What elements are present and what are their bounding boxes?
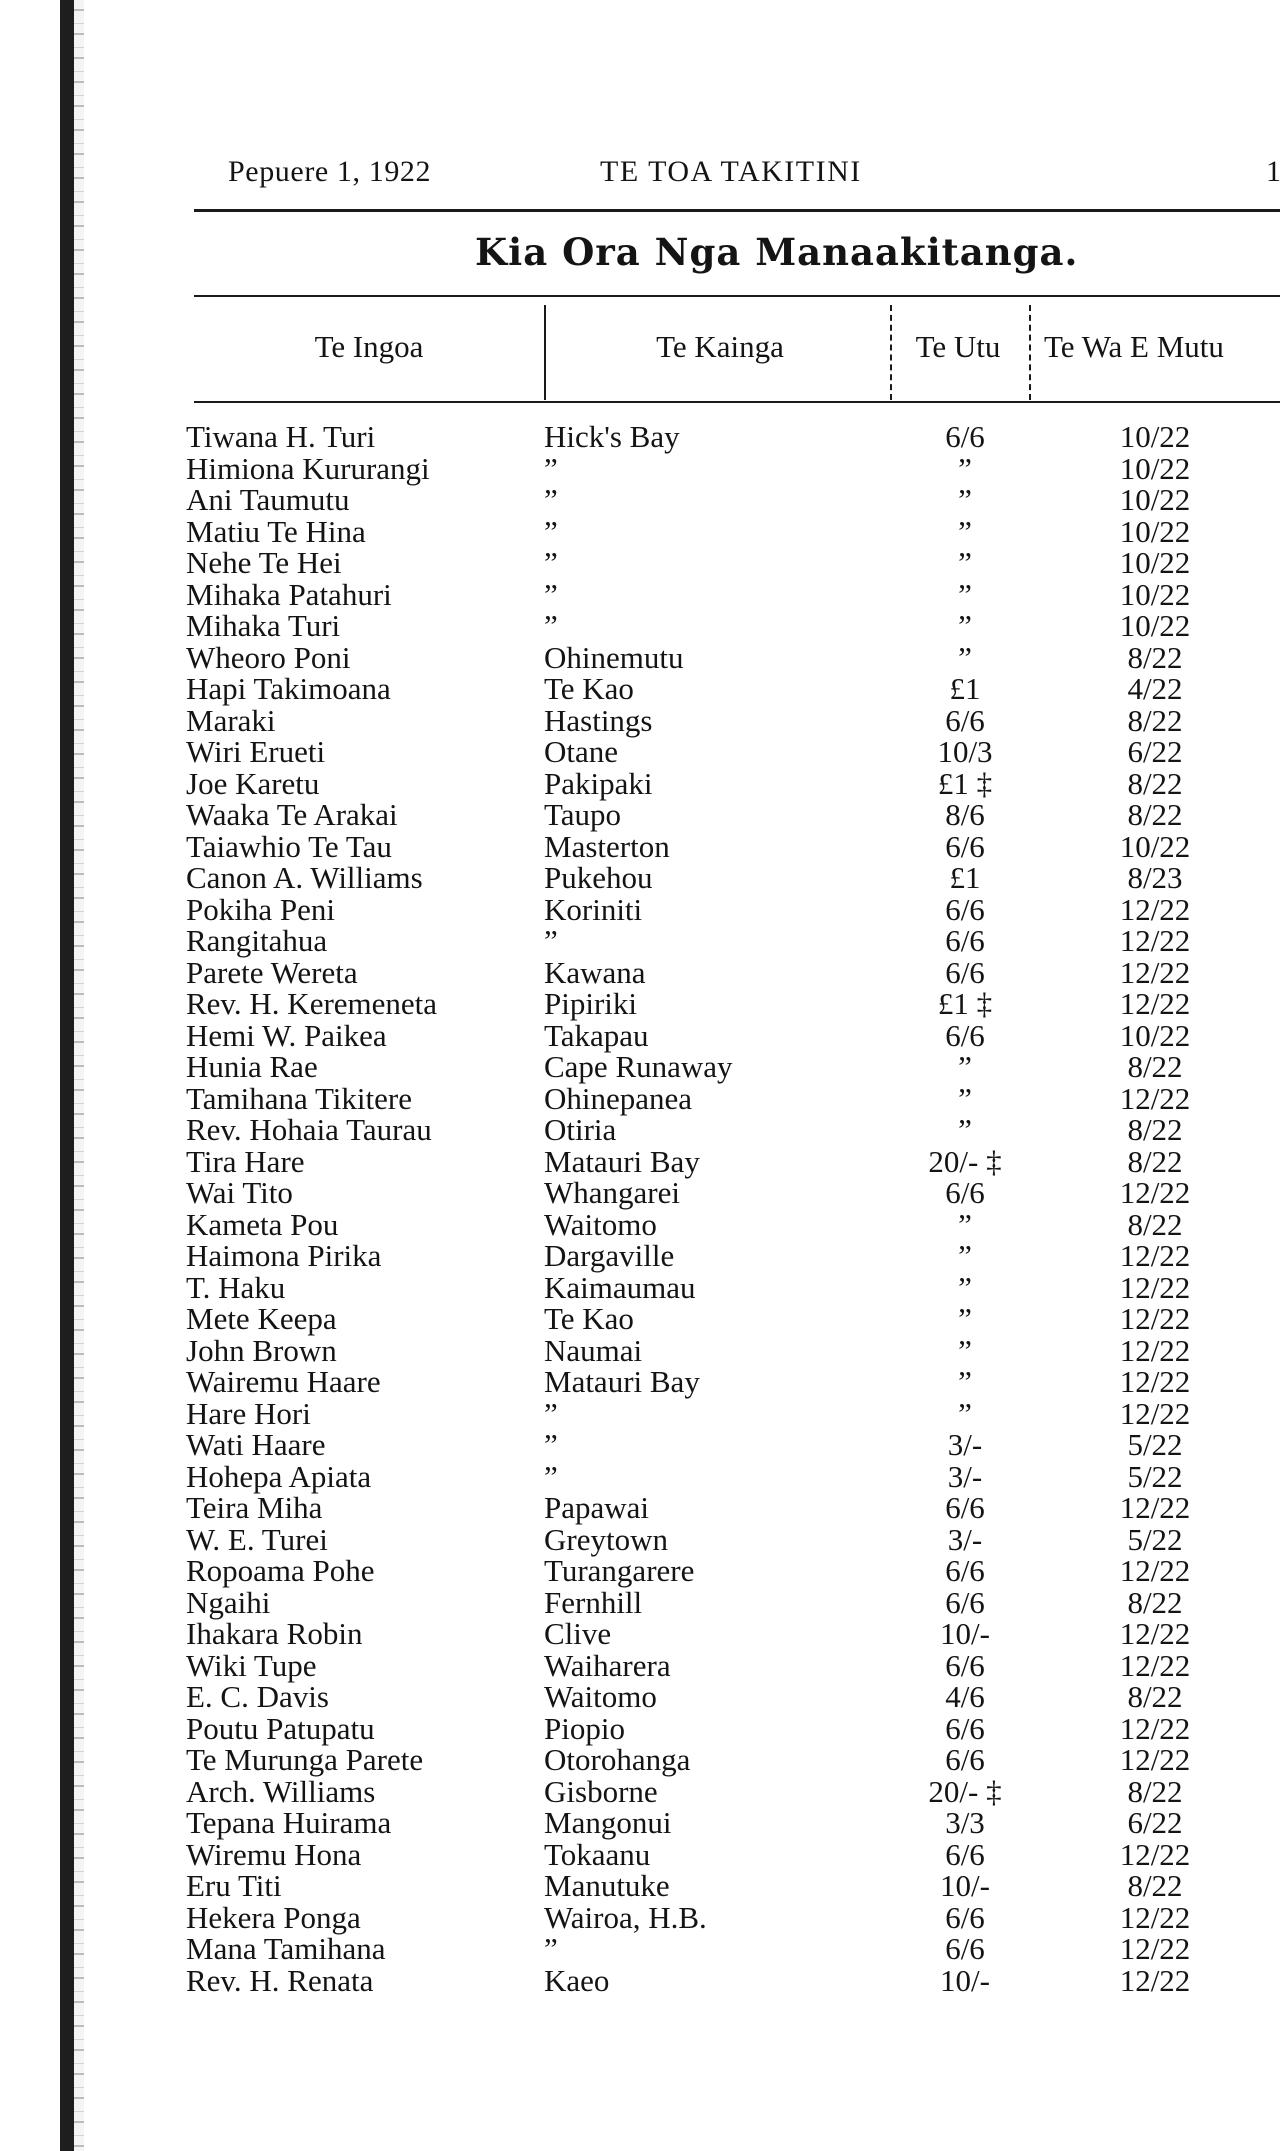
subscriber-name: Rev. Hohaia Taurau: [186, 1112, 432, 1147]
payment-amount: 3/3: [945, 1805, 985, 1840]
payment-amount: 6/6: [945, 891, 985, 927]
subscriber-name: Mete Keepa: [186, 1301, 337, 1336]
subscriber-name: Tamihana Tikitere: [186, 1080, 412, 1116]
subscriber-place: Naumai: [544, 1332, 643, 1368]
table-row: [0, 862, 1280, 894]
table-row: [0, 673, 1280, 705]
subscriber-name: Hemi W. Paikea: [186, 1017, 387, 1053]
subscriber-name: Rev. H. Keremeneta: [186, 986, 438, 1021]
subscriber-place: Taupo: [544, 797, 622, 832]
subscriber-name: Canon A. Williams: [186, 860, 423, 895]
subscriber-name: Te Murunga Parete: [186, 1742, 424, 1777]
table-row: [0, 1681, 1280, 1713]
subscriber-place: Mangonui: [544, 1805, 672, 1840]
subscriber-name: Eru Titi: [186, 1868, 282, 1903]
subscriber-name: Joe Karetu: [186, 765, 320, 801]
expiry-date: 10/22: [1119, 450, 1191, 486]
table-row: [0, 1647, 1280, 1683]
payment-amount: £1: [949, 860, 981, 895]
subscriber-place: Kawana: [544, 954, 646, 990]
expiry-date: 12/22: [1119, 1647, 1191, 1683]
expiry-date: 8/22: [1127, 1868, 1183, 1903]
subscriber-place: Clive: [544, 1616, 612, 1651]
subscriber-name: E. C. Davis: [186, 1679, 329, 1714]
expiry-date: 12/22: [1119, 1238, 1191, 1273]
payment-amount: ”: [958, 1049, 972, 1084]
subscriber-name: Pokiha Peni: [186, 891, 335, 927]
subscriber-place: Waitomo: [544, 1679, 657, 1714]
subscriber-name: Mihaka Patahuri: [186, 576, 392, 612]
expiry-date: 8/22: [1127, 639, 1183, 675]
expiry-date: 12/22: [1119, 1899, 1191, 1935]
subscriber-place: Koriniti: [544, 891, 643, 927]
subscriber-name: Ihakara Robin: [186, 1616, 363, 1651]
subscriber-name: Nehe Te Hei: [186, 545, 342, 580]
table-row: [0, 576, 1280, 612]
subscriber-place: Kaimaumau: [544, 1269, 696, 1305]
subscriber-place: Otorohanga: [544, 1742, 691, 1777]
subscriber-place: Te Kao: [544, 671, 634, 706]
expiry-date: 10/22: [1119, 1017, 1191, 1053]
column-divider: [1029, 305, 1031, 400]
subscriber-place: ”: [544, 923, 558, 958]
payment-amount: 3/-: [947, 1521, 983, 1557]
subscriber-name: Ropoama Pohe: [186, 1553, 375, 1588]
expiry-date: 12/22: [1119, 954, 1191, 990]
subscriber-name: Ngaihi: [186, 1584, 271, 1620]
subscriber-place: ”: [544, 450, 558, 486]
column-header-expiry: Te Wa E Mutu: [1044, 329, 1224, 364]
payment-amount: 6/6: [945, 1899, 985, 1935]
table-row: [0, 1773, 1280, 1809]
payment-amount: ”: [958, 513, 972, 549]
payment-amount: 10/-: [940, 1616, 990, 1651]
table-row: [0, 1870, 1280, 1902]
subscriber-place: Kaeo: [544, 1962, 610, 1998]
subscriber-place: Ohinemutu: [544, 639, 684, 675]
expiry-date: 12/22: [1119, 1395, 1191, 1431]
subscriber-place: Otiria: [544, 1112, 617, 1147]
table-row: [0, 736, 1280, 768]
payment-amount: 6/6: [945, 1742, 985, 1777]
subscriber-place: Takapau: [544, 1017, 649, 1053]
header-title: TE TOA TAKITINI: [600, 155, 862, 188]
expiry-date: 10/22: [1119, 545, 1191, 580]
expiry-date: 12/22: [1119, 891, 1191, 927]
table-row: [0, 1618, 1280, 1650]
subscriber-name: Arch. Williams: [186, 1773, 376, 1809]
expiry-date: 5/22: [1127, 1521, 1183, 1557]
expiry-date: 8/22: [1127, 1206, 1183, 1242]
subscriber-place: Waitomo: [544, 1206, 657, 1242]
table-row: [0, 765, 1280, 801]
subscriber-name: Hare Hori: [186, 1395, 311, 1431]
table-row: [0, 639, 1280, 675]
payment-amount: 6/6: [945, 923, 985, 958]
payment-amount: 6/6: [945, 1710, 985, 1746]
payment-amount: ”: [958, 1301, 972, 1336]
table-row: [0, 1017, 1280, 1053]
expiry-date: 8/22: [1127, 1143, 1183, 1179]
payment-amount: 6/6: [945, 419, 985, 454]
table-row: [0, 1051, 1280, 1083]
subscriber-name: Poutu Patupatu: [186, 1710, 375, 1746]
subscriber-name: Tira Hare: [186, 1143, 305, 1179]
payment-amount: 6/6: [945, 1175, 985, 1210]
payment-amount: 10/3: [937, 734, 993, 769]
table-row: [0, 1492, 1280, 1524]
subscriber-place: Ohinepanea: [544, 1080, 693, 1116]
table-row: [0, 925, 1280, 957]
subscriber-name: Wiri Erueti: [186, 734, 326, 769]
expiry-date: 12/22: [1119, 1836, 1191, 1872]
subscriber-place: Te Kao: [544, 1301, 634, 1336]
column-header-place: Te Kainga: [656, 329, 784, 364]
subscriber-name: Teira Miha: [186, 1490, 323, 1525]
column-divider: [890, 305, 892, 400]
subscriber-place: Manutuke: [544, 1868, 670, 1903]
subscriber-place: ”: [544, 1458, 558, 1494]
subscriber-place: Papawai: [544, 1490, 650, 1525]
expiry-date: 6/22: [1127, 1805, 1183, 1840]
subscriber-name: Hekera Ponga: [186, 1899, 361, 1935]
table-row: [0, 450, 1280, 486]
subscriber-place: Otane: [544, 734, 619, 769]
subscriber-name: Mihaka Turi: [186, 608, 341, 643]
payment-amount: ”: [958, 482, 972, 517]
expiry-date: 12/22: [1119, 1332, 1191, 1368]
subscriber-name: Maraki: [186, 702, 276, 738]
payment-amount: 6/6: [945, 1553, 985, 1588]
payment-amount: ”: [958, 576, 972, 612]
expiry-date: 12/22: [1119, 1742, 1191, 1777]
expiry-date: 12/22: [1119, 923, 1191, 958]
expiry-date: 6/22: [1127, 734, 1183, 769]
payment-amount: ”: [958, 1269, 972, 1305]
table-row: [0, 891, 1280, 927]
table-row: [0, 1555, 1280, 1587]
subscriber-name: Rangitahua: [186, 923, 328, 958]
subscriber-place: Masterton: [544, 828, 670, 864]
expiry-date: 10/22: [1119, 419, 1191, 454]
subscriber-place: Dargaville: [544, 1238, 675, 1273]
expiry-date: 12/22: [1119, 1490, 1191, 1525]
subscriber-name: Tepana Huirama: [186, 1805, 392, 1840]
column-header-paid: Te Utu: [915, 329, 1001, 364]
expiry-date: 8/22: [1127, 797, 1183, 832]
expiry-date: 8/22: [1127, 1773, 1183, 1809]
table-row: [0, 954, 1280, 990]
subscriber-place: Matauri Bay: [544, 1143, 700, 1179]
subscriber-place: ”: [544, 1931, 558, 1966]
table-row: [0, 1206, 1280, 1242]
payment-amount: ”: [958, 1206, 972, 1242]
expiry-date: 12/22: [1119, 1553, 1191, 1588]
table-row: [0, 484, 1280, 516]
table-row: [0, 1429, 1280, 1461]
table-row: [0, 799, 1280, 831]
subscriber-name: Mana Tamihana: [186, 1931, 386, 1966]
subscriber-place: Waiharera: [544, 1647, 671, 1683]
column-header-name: Te Ingoa: [314, 329, 424, 364]
table-row: [0, 547, 1280, 579]
subscriber-name: Wai Tito: [186, 1175, 293, 1210]
subscriber-name: Matiu Te Hina: [186, 513, 366, 549]
payment-amount: ”: [958, 1395, 972, 1431]
table-row: [0, 1521, 1280, 1557]
subscriber-name: Hohepa Apiata: [186, 1458, 372, 1494]
subscriber-place: ”: [544, 1395, 558, 1431]
expiry-date: 10/22: [1119, 576, 1191, 612]
table-row: [0, 1395, 1280, 1431]
subscriber-name: Waaka Te Arakai: [186, 797, 398, 832]
payment-amount: 6/6: [945, 1647, 985, 1683]
table-row: [0, 988, 1280, 1020]
payment-amount: £1 ‡: [937, 765, 993, 801]
expiry-date: 12/22: [1119, 1931, 1191, 1966]
expiry-date: 10/22: [1119, 513, 1191, 549]
table-row: [0, 421, 1280, 453]
table-row: [0, 513, 1280, 549]
subscriber-name: Wheoro Poni: [186, 639, 351, 675]
subscriber-name: W. E. Turei: [186, 1521, 328, 1557]
subscriber-place: Turangarere: [544, 1553, 695, 1588]
table-row: [0, 1458, 1280, 1494]
subscriber-name: Taiawhio Te Tau: [186, 828, 392, 864]
expiry-date: 12/22: [1119, 1962, 1191, 1998]
subscriber-place: Matauri Bay: [544, 1364, 700, 1399]
subscriber-name: Wiki Tupe: [186, 1647, 317, 1683]
subscriber-place: ”: [544, 482, 558, 517]
subscriber-place: Whangarei: [544, 1175, 680, 1210]
expiry-date: 12/22: [1119, 1175, 1191, 1210]
payment-amount: 20/- ‡: [928, 1143, 1002, 1179]
expiry-date: 12/22: [1119, 1364, 1191, 1399]
header-date: Pepuere 1, 1922: [228, 155, 432, 188]
table-row: [0, 1177, 1280, 1209]
subscriber-name: Parete Wereta: [186, 954, 358, 990]
payment-amount: 6/6: [945, 702, 985, 738]
subscriber-name: Rev. H. Renata: [186, 1962, 374, 1998]
table-row: [0, 1114, 1280, 1146]
subscriber-name: Hapi Takimoana: [186, 671, 391, 706]
table-row: [0, 610, 1280, 642]
payment-amount: ”: [958, 545, 972, 580]
expiry-date: 8/22: [1127, 1584, 1183, 1620]
table-row: [0, 1744, 1280, 1776]
subscriber-place: Gisborne: [544, 1773, 658, 1809]
expiry-date: 12/22: [1119, 986, 1191, 1021]
payment-amount: £1 ‡: [937, 986, 993, 1021]
expiry-date: 12/22: [1119, 1616, 1191, 1651]
table-row: [0, 1710, 1280, 1746]
subscriber-place: Fernhill: [544, 1584, 643, 1620]
table-row: [0, 702, 1280, 738]
table-top-rule: [194, 295, 1280, 297]
expiry-date: 10/22: [1119, 608, 1191, 643]
expiry-date: 10/22: [1119, 482, 1191, 517]
table-row: [0, 1269, 1280, 1305]
subscriber-name: Haimona Pirika: [186, 1238, 382, 1273]
subscriber-place: ”: [544, 513, 558, 549]
expiry-date: 8/22: [1127, 1112, 1183, 1147]
table-row: [0, 1366, 1280, 1398]
header-page-number: 1: [1266, 155, 1282, 188]
subscriber-name: Tiwana H. Turi: [186, 419, 376, 454]
expiry-date: 12/22: [1119, 1301, 1191, 1336]
subscriber-name: Hunia Rae: [186, 1049, 318, 1084]
subscriber-place: ”: [544, 1427, 558, 1462]
column-divider: [544, 305, 546, 400]
payment-amount: 10/-: [940, 1868, 990, 1903]
payment-amount: 4/6: [945, 1679, 985, 1714]
expiry-date: 8/23: [1127, 860, 1183, 895]
payment-amount: ”: [958, 1112, 972, 1147]
expiry-date: 12/22: [1119, 1710, 1191, 1746]
payment-amount: ”: [958, 608, 972, 643]
payment-amount: 6/6: [945, 954, 985, 990]
subscriber-name: Kameta Pou: [186, 1206, 339, 1242]
table-row: [0, 1332, 1280, 1368]
table-row: [0, 1080, 1280, 1116]
subscriber-place: ”: [544, 576, 558, 612]
table-row: [0, 1836, 1280, 1872]
payment-amount: 10/-: [940, 1962, 990, 1998]
expiry-date: 8/22: [1127, 702, 1183, 738]
subscriber-name: Wiremu Hona: [186, 1836, 362, 1872]
subscriber-place: Tokaanu: [544, 1836, 651, 1872]
subscriber-name: T. Haku: [186, 1269, 286, 1305]
subscriber-name: Wati Haare: [186, 1427, 326, 1462]
subscriber-place: Pakipaki: [544, 765, 653, 801]
payment-amount: 6/6: [945, 1017, 985, 1053]
subscriber-place: Pukehou: [544, 860, 653, 895]
expiry-date: 5/22: [1127, 1427, 1183, 1462]
expiry-date: 8/22: [1127, 1679, 1183, 1714]
table-row: [0, 1303, 1280, 1335]
subscriber-list: [0, 421, 1280, 1996]
subscriber-place: Piopio: [544, 1710, 625, 1746]
expiry-date: 12/22: [1119, 1269, 1191, 1305]
table-row: [0, 1240, 1280, 1272]
table-row: [0, 1584, 1280, 1620]
payment-amount: ”: [958, 450, 972, 486]
table-row: [0, 828, 1280, 864]
table-row: [0, 1933, 1280, 1965]
payment-amount: 6/6: [945, 828, 985, 864]
payment-amount: ”: [958, 1332, 972, 1368]
expiry-date: 12/22: [1119, 1080, 1191, 1116]
subscriber-place: Cape Runaway: [544, 1049, 733, 1084]
payment-amount: ”: [958, 639, 972, 675]
payment-amount: 3/-: [947, 1427, 983, 1462]
expiry-date: 8/22: [1127, 765, 1183, 801]
payment-amount: 20/- ‡: [928, 1773, 1002, 1809]
subscriber-place: Pipiriki: [544, 986, 638, 1021]
subscriber-place: ”: [544, 545, 558, 580]
table-row: [0, 1143, 1280, 1179]
payment-amount: ”: [958, 1080, 972, 1116]
subscriber-place: Hastings: [544, 702, 653, 738]
subscriber-name: Wairemu Haare: [186, 1364, 381, 1399]
table-row: [0, 1962, 1280, 1998]
header-rule: [194, 209, 1280, 212]
expiry-date: 10/22: [1119, 828, 1191, 864]
payment-amount: 6/6: [945, 1931, 985, 1966]
payment-amount: 3/-: [947, 1458, 983, 1494]
subscriber-place: Wairoa, H.B.: [544, 1899, 707, 1935]
payment-amount: 6/6: [945, 1836, 985, 1872]
payment-amount: 8/6: [945, 797, 985, 832]
subscriber-place: Greytown: [544, 1521, 668, 1557]
expiry-date: 5/22: [1127, 1458, 1183, 1494]
table-row: [0, 1807, 1280, 1839]
table-header-rule: [194, 401, 1280, 403]
payment-amount: ”: [958, 1364, 972, 1399]
payment-amount: 6/6: [945, 1584, 985, 1620]
subscriber-place: Hick's Bay: [544, 419, 680, 454]
subscriber-name: John Brown: [186, 1332, 337, 1368]
subscriber-place: ”: [544, 608, 558, 643]
expiry-date: 4/22: [1127, 671, 1183, 706]
page-heading: Kia Ora Nga Manaakitanga.: [475, 230, 1079, 274]
expiry-date: 8/22: [1127, 1049, 1183, 1084]
subscriber-name: Ani Taumutu: [186, 482, 350, 517]
payment-amount: ”: [958, 1238, 972, 1273]
payment-amount: £1: [949, 671, 981, 706]
subscriber-name: Himiona Kururangi: [186, 450, 430, 486]
payment-amount: 6/6: [945, 1490, 985, 1525]
table-row: [0, 1899, 1280, 1935]
